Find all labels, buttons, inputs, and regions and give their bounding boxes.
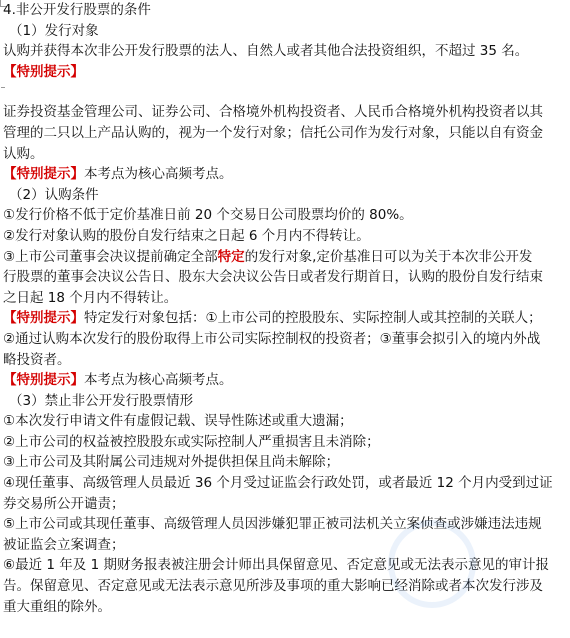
prohibition-item: ③上市公司及其附属公司违规对外提供担保且尚未解除；: [3, 454, 340, 471]
tip-specific-investors: [3, 308, 565, 329]
prohibition-item: 券交易所公开谴责；: [3, 495, 125, 512]
condition-text: ③上市公司董事会决议提前确定全部: [3, 248, 218, 265]
condition-text: 的发行对象,定价基准日可以为关于本次非公开发: [244, 248, 533, 265]
prohibition-item: 告。保留意见、否定意见或无法表示意见所涉及事项的重大影响已经消除或者本次发行涉及: [3, 578, 543, 595]
break-mark-right: [565, 82, 570, 88]
paragraph-line: 行股票的董事会决议公告日、股东大会决议公告日或者发行期首日，认购的股份自发行结束: [3, 269, 543, 286]
tip-core-point: [3, 164, 565, 185]
highlighted-term: 特定: [217, 248, 245, 265]
tip-label-text: 【特别提示】: [3, 63, 84, 80]
break-mark-left: [1, 82, 5, 88]
section-title: 4.非公开发行股票的条件: [3, 2, 151, 18]
paragraph-line: 之日起 18 个月内不得转让。: [3, 289, 178, 306]
tip-label-text: 【特别提示】: [3, 372, 84, 389]
condition-item: [3, 247, 565, 268]
paragraph-line: 证券投资基金管理公司、证券公司、合格境外机构投资者、人民币合格境外机构投资者以其: [3, 104, 543, 121]
paragraph-issuers: 认购并获得本次非公开发行股票的法人、自然人或者其他合法投资组织，不超过 35 名。: [3, 43, 529, 60]
prohibition-item: ④现任董事、高级管理人员最近 36 个月受过证监会行政处罚，或者最近 12 个月内受到过证: [3, 475, 553, 492]
tip-core-point: [3, 370, 565, 391]
tip-label: [3, 62, 565, 83]
subsection-title-prohibitions: （3）禁止非公开发行股票情形: [9, 392, 194, 409]
prohibition-item: ②上市公司的权益被控股股东或实际控制人严重损害且未消除；: [3, 433, 380, 450]
condition-item: ②发行对象认购的股份自发行结束之日起 6 个月内不得转让。: [3, 227, 370, 244]
section-break: [3, 82, 565, 102]
subsection-title-issuers: （1）发行对象: [9, 22, 99, 39]
prohibition-item: ⑥最近 1 年及 1 期财务报表被注册会计师出具保留意见、否定意见或无法表示意见的审计报: [3, 557, 549, 574]
tip-text: 本考点为核心高频考点。: [84, 166, 233, 183]
subsection-title-conditions: （2）认购条件: [9, 186, 99, 203]
prohibition-item: ⑤上市公司或其现任董事、高级管理人员因涉嫌犯罪正被司法机关立案侦查或涉嫌违法违规: [3, 516, 542, 533]
paragraph-line: 略投资者。: [3, 351, 71, 368]
tip-text: 特定发行对象包括：①上市公司的控股股东、实际控制人或其控制的关联人；: [84, 310, 542, 327]
prohibition-item: ①本次发行申请文件有虚假记载、误导性陈述或重大遗漏；: [3, 413, 353, 430]
paragraph-line: 管理的二只以上产品认购的，视为一个发行对象；信托公司作为发行对象，只能以自有资金: [3, 124, 543, 141]
tip-label-text: 【特别提示】: [3, 310, 84, 327]
prohibition-item: 被证监会立案调查；: [3, 536, 125, 553]
prohibition-item: 重大重组的除外。: [3, 598, 111, 615]
tip-text: 本考点为核心高频考点。: [84, 372, 233, 389]
document-body: [3, 0, 565, 617]
paragraph-line: ②通过认购本次发行的股份取得上市公司实际控制权的投资者；③董事会拟引入的境内外战: [3, 330, 541, 347]
condition-item: ①发行价格不低于定价基准日前 20 个交易日公司股票均价的 80%。: [3, 207, 413, 224]
tip-label-text: 【特别提示】: [3, 166, 84, 183]
paragraph-line: 认购。: [3, 145, 44, 162]
